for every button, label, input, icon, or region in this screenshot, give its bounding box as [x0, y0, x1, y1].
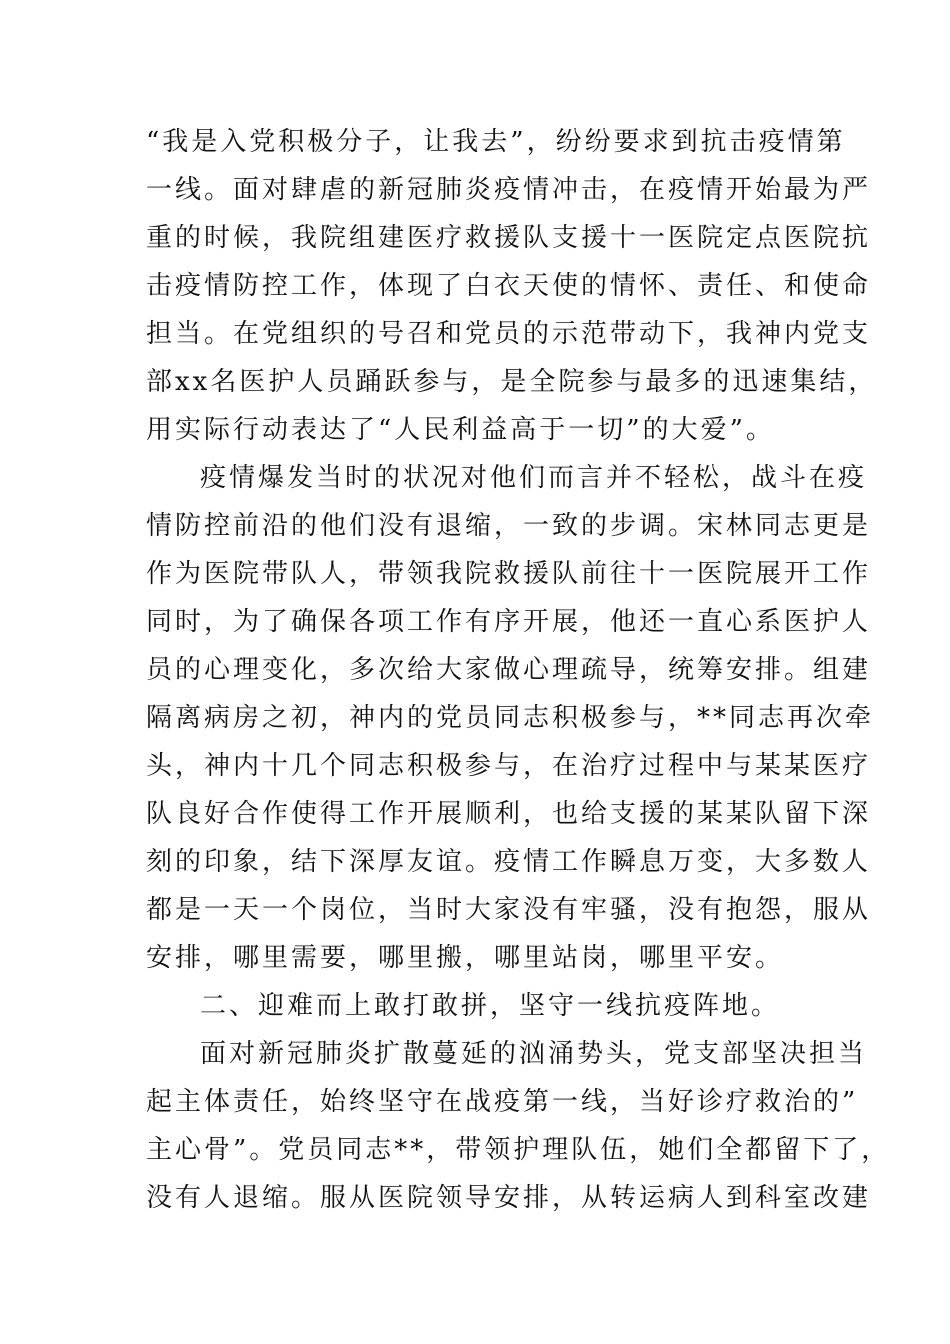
text-line: 作为医院带队人，带领我院救援队前往十一医院展开工作: [146, 559, 872, 589]
text-line: 同时，为了确保各项工作有序开展，他还一直心系医护人: [146, 607, 872, 637]
section-heading: [146, 982, 808, 1030]
text-line: “我是入党积极分子，让我去”，纷纷要求到抗击疫情第: [146, 127, 846, 157]
paragraph-1: [146, 118, 878, 454]
paragraph-3: [146, 1030, 891, 1222]
text-line: 都是一天一个岗位，当时大家没有牢骚，没有抱怨，服从: [146, 895, 872, 925]
text-line: 疫情爆发当时的状况对他们而言并不轻松，战斗在疫: [200, 463, 868, 493]
document-body: [146, 118, 891, 1222]
text-line: 起主体责任，始终坚守在战疫第一线，当好诊疗救治的”: [146, 1087, 859, 1117]
text-line: 头，神内十几个同志积极参与，在治疗过程中与某某医疗: [146, 751, 872, 781]
text-line: 用实际行动表达了“人民利益高于一切”的大爱”。: [146, 415, 775, 445]
text-line: 击疫情防控工作，体现了白衣天使的情怀、责任、和使命: [146, 271, 872, 301]
text-line: 安排，哪里需要，哪里搬，哪里站岗，哪里平安。: [146, 943, 785, 973]
text-line: 隔离病房之初，神内的党员同志积极参与，**同志再次牵: [146, 703, 875, 733]
text-line: 刻的印象，结下深厚友谊。疫情工作瞬息万变，大多数人: [146, 847, 872, 877]
text-line: 队良好合作使得工作开展顺利，也给支援的某某队留下深: [146, 799, 872, 829]
text-line: 部xx名医护人员踊跃参与，是全院参与最多的迅速集结，: [146, 367, 878, 397]
text-line: 主心骨”。党员同志**，带领护理队伍，她们全都留下了，: [146, 1135, 891, 1165]
text-line: 情防控前沿的他们没有退缩，一致的步调。宋林同志更是: [146, 511, 872, 541]
text-line: 一线。面对肆虐的新冠肺炎疫情冲击，在疫情开始最为严: [146, 175, 872, 205]
text-line: 面对新冠肺炎扩散蔓延的汹涌势头，党支部坚决担当: [200, 1039, 868, 1069]
text-line: 重的时候，我院组建医疗救援队支援十一医院定点医院抗: [146, 223, 872, 253]
section-heading-text: 二、迎难而上敢打敢拼，坚守一线抗疫阵地。: [200, 991, 781, 1021]
paragraph-2: [146, 454, 875, 982]
text-line: 没有人退缩。服从医院领导安排，从转运病人到科室改建: [146, 1183, 872, 1213]
text-line: 员的心理变化，多次给大家做心理疏导，统筹安排。组建: [146, 655, 872, 685]
text-line: 担当。在党组织的号召和党员的示范带动下，我神内党支: [146, 319, 872, 349]
